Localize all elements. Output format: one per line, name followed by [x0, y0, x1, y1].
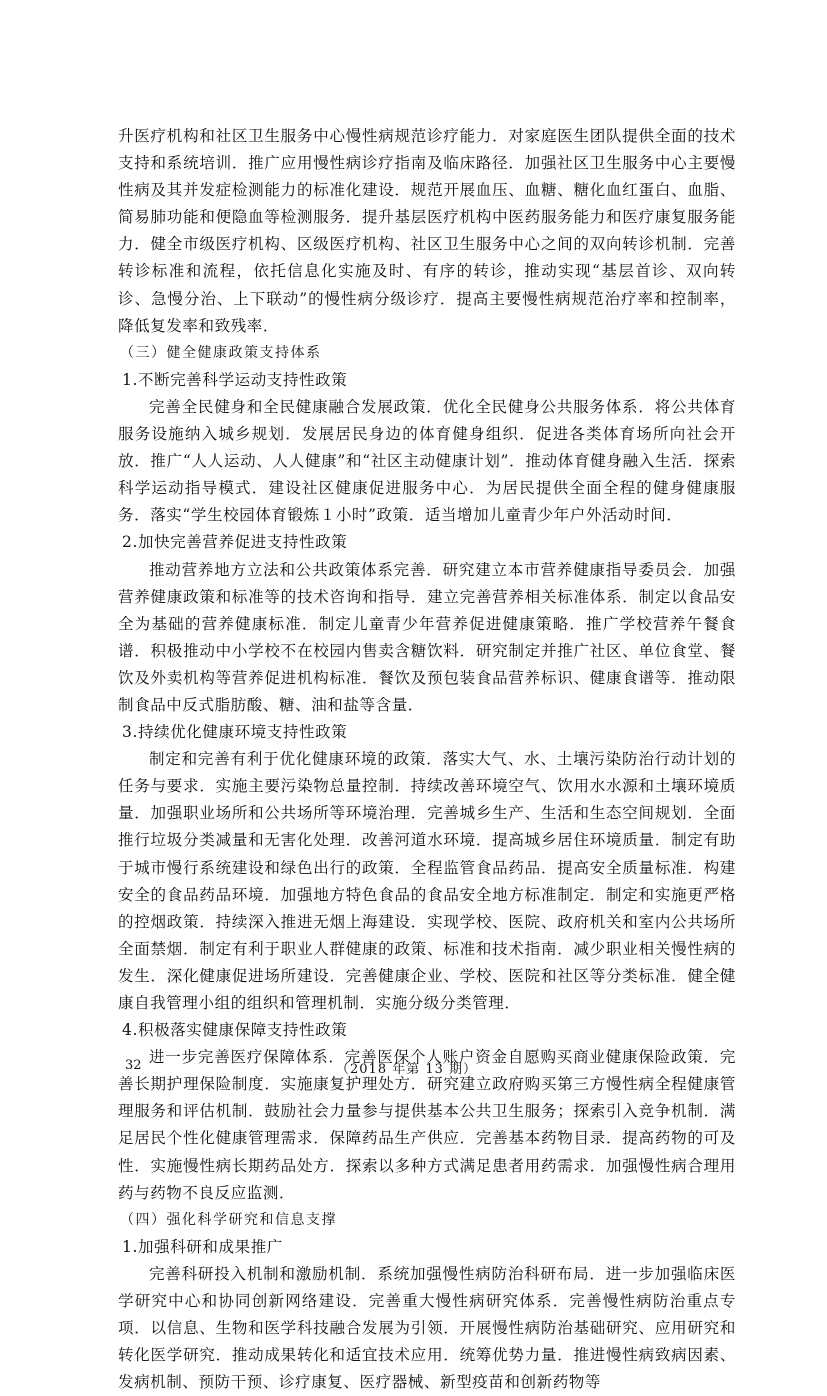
issue-label: （2018 年第 13 期） — [336, 1062, 478, 1077]
section-heading: （四）强化科学研究和信息支撑 — [120, 1211, 337, 1228]
paragraph: 制定和完善有利于优化健康环境的政策．落实大气、水、土壤污染防治行动计划的任务与要求．实施主要污染物总量控制．持续改善环境空气、饮用水水源和土壤环境质量．加强职业场所和公共场所等环境治理．完善城乡生产、生活和生态空间规划．全面推行垃圾分类减量和无害化处理．改善河道水环境．提高城乡居住环境质量．制定有助于城市慢行系统建设和绿色出行的政策．全程监管食品药品．提高安全质量标准．构建安全的食品药品环境．加强地方特色食品的食品安全地方标准制定．制定和实施更严格的控烟政策．持续深入推进无烟上海建设．实现学校、医院、政府机关和室内公共场所全面禁烟．制定有利于职业人群健康的政策、标准和技术指南．减少职业相关慢性病的发生．深化健康促进场所建设．完善健康企业、学校、医院和社区等分类标准．健全健康自我管理小组的组织和管理机制．实施分级分类管理． — [118, 750, 736, 1012]
page-number: 32 — [125, 1058, 142, 1073]
article-body — [118, 123, 736, 1396]
paragraph: 完善科研投入机制和激励机制．系统加强慢性病防治科研布局．进一步加强临床医学研究中心和协同创新网络建设．完善重大慢性病研究体系．完善慢性病防治重点专项．以信息、生物和医学科技融合发展为引领．开展慢性病防治基础研究、应用研究和转化医学研究．推动成果转化和适宜技术应用．统筹优势力量．推进慢性病致病因素、发病机制、预防干预、诊疗康复、医疗器械、新型疫苗和创新药物等 — [118, 1264, 736, 1392]
paragraph: 升医疗机构和社区卫生服务中心慢性病规范诊疗能力．对家庭医生团队提供全面的技术支持和系统培训．推广应用慢性病诊疗指南及临床路径．加强社区卫生服务中心主要慢性病及其并发症检测能力的标准化建设．规范开展血压、血糖、糖化血红蛋白、血脂、简易肺功能和便隐血等检测服务．提升基层医疗机构中医药服务能力和医疗康复服务能力．健全市级医疗机构、区级医疗机构、社区卫生服务中心之间的双向转诊机制．完善转诊标准和流程，依托信息化实施及时、有序的转诊，推动实现“基层首诊、双向转诊、急慢分治、上下联动”的慢性病分级诊疗．提高主要慢性病规范治疗率和控制率，降低复发率和致残率． — [118, 127, 736, 335]
subheading: 2.加快完善营养促进支持性政策 — [122, 533, 348, 552]
subheading: 4.积极落实健康保障支持性政策 — [122, 1021, 348, 1040]
paragraph: 推动营养地方立法和公共政策体系完善．研究建立本市营养健康指导委员会．加强营养健康政策和标准等的技术咨询和指导．建立完善营养相关标准体系．制定以食品安全为基础的营养健康标准．制定儿童青少年营养促进健康策略．推广学校营养午餐食谱．积极推动中小学校不在校园内售卖含糖饮料．研究制定并推广社区、单位食堂、餐饮及外卖机构等营养促进机构标准．餐饮及预包装食品营养标识、健康食谱等．推动限制食品中反式脂肪酸、糖、油和盐等含量． — [118, 560, 736, 714]
subheading: 1.不断完善科学运动支持性政策 — [122, 370, 348, 389]
paragraph: 完善全民健身和全民健康融合发展政策．优化全民健身公共服务体系．将公共体育服务设施纳入城乡规划．发展居民身边的体育健身组织．促进各类体育场所向社会开放．推广“人人运动、人人健康”和“社区主动健康计划”．推动体育健身融入生活．探索科学运动指导模式．建设社区健康促进服务中心．为居民提供全面全程的健身健康服务．落实“学生校园体育锻炼１小时”政策．适当增加儿童青少年户外活动时间． — [118, 397, 736, 525]
page-footer — [0, 1058, 827, 1078]
subheading: 1.加强科研和成果推广 — [122, 1237, 283, 1256]
section-heading: （三）健全健康政策支持体系 — [120, 344, 322, 361]
paragraph: 进一步完善医疗保障体系．完善医保个人账户资金自愿购买商业健康保险政策．完善长期护理保险制度．实施康复护理处方．研究建立政府购买第三方慢性病全程健康管理服务和评估机制．鼓励社会力量参与提供基本公共卫生服务；探索引入竞争机制．满足居民个性化健康管理需求．保障药品生产供应．完善基本药物目录．提高药物的可及性．实施慢性病长期药品处方．探索以多种方式满足患者用药需求．加强慢性病合理用药与药物不良反应监测． — [118, 1048, 736, 1202]
subheading: 3.持续优化健康环境支持性政策 — [122, 723, 348, 742]
